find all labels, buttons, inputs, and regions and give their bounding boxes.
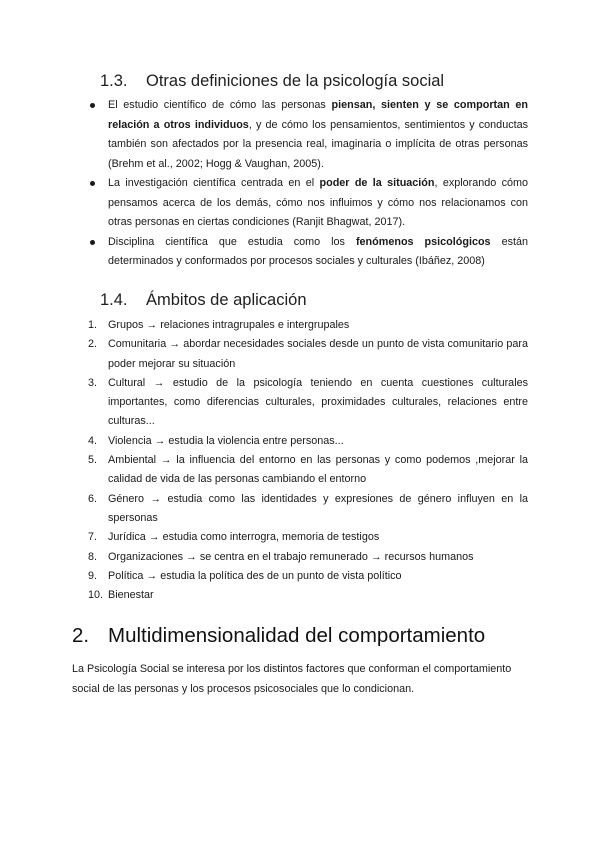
bullet-icon — [90, 103, 95, 108]
item-number: 8. — [88, 550, 98, 563]
list-item — [88, 316, 528, 335]
section-title: Ámbitos de aplicación — [146, 291, 307, 309]
item-text: Bienestar — [108, 589, 154, 602]
item-text: El estudio científico de cómo las personas — [108, 99, 332, 111]
list-item — [88, 567, 528, 586]
section-1-3-heading — [100, 72, 444, 91]
item-text: Organizaciones → se centra en el trabajo remunerado → recursos humanos — [108, 550, 474, 563]
item-text: , explorando cómo pensamos acerca de los demás, cómo nos influimos y cómo nos relacionamos con otras personas en ciertas condiciones (Ranjit Bhagwat, 2017). — [108, 177, 528, 228]
item-number: 9. — [88, 569, 98, 582]
item-text: Género → estudia como las identidades y expresiones de género influyen en la spersonas — [108, 492, 528, 524]
list-item — [88, 451, 528, 490]
item-text: Ambiental → la influencia del entorno en las personas y como podemos ,mejorar la calidad de vida de las personas cambiando el entorno — [108, 454, 528, 486]
item-text: Cultural → estudio de la psicología teniendo en cuenta cuestiones culturales importantes, como diferencias culturales, proximidades culturales, relaciones entre culturas... — [108, 376, 528, 428]
list-item — [88, 586, 528, 605]
item-text: Jurídica → estudia como interrogra, memoria de testigos — [108, 531, 380, 544]
section-title: Multidimensionalidad del comportamiento — [108, 624, 486, 647]
section-number: 1.3. — [100, 72, 128, 90]
list-item — [88, 432, 528, 451]
list-item — [88, 174, 528, 233]
definitions-list — [88, 96, 528, 272]
item-number: 3. — [88, 376, 98, 389]
section-number: 2. — [72, 624, 90, 647]
item-text: están determinados y conformados por procesos sociales y culturales (Ibáñez, 2008) — [108, 235, 528, 267]
item-bold-text: piensan, sienten y se comportan en relación a otros individuos — [108, 99, 529, 131]
item-number: 10. — [88, 589, 104, 602]
item-text: Violencia → estudia la violencia entre personas... — [108, 434, 344, 447]
section-number: 1.4. — [100, 291, 128, 309]
bullet-icon — [90, 181, 95, 186]
item-number: 2. — [88, 338, 98, 351]
list-item — [88, 490, 528, 529]
item-text: Disciplina científica que estudia como los — [108, 235, 356, 248]
bullet-icon — [90, 240, 95, 245]
item-text: Comunitaria → abordar necesidades sociales desde un punto de vista comunitario para poder mejorar su situación — [108, 338, 528, 370]
application-areas-list — [88, 316, 528, 605]
item-text: Política → estudia la política des de un punto de vista político — [108, 569, 402, 582]
item-bold-text: poder de la situación — [319, 177, 435, 189]
list-item — [88, 335, 528, 374]
item-text: La investigación científica centrada en el — [108, 177, 320, 189]
item-text: Grupos → relaciones intragrupales e intergrupales — [108, 319, 350, 331]
section-title: Otras definiciones de la psicología social — [146, 72, 445, 90]
section-2-paragraph: La Psicología Social se interesa por los distintos factores que conforman el comportamiento social de las personas y los procesos psicosociales que lo condicionan. — [72, 663, 512, 695]
item-number: 1. — [88, 319, 98, 331]
list-item — [88, 374, 528, 432]
item-number: 6. — [88, 492, 98, 505]
item-number: 4. — [88, 434, 98, 447]
list-item — [88, 96, 528, 174]
item-number: 7. — [88, 531, 98, 544]
item-text: , y de cómo los pensamientos, sentimientos y conductas también son afectados por la presencia real, imaginaria o implícita de otras personas (Brehm et al., 2002; Hogg & Vaughan, 2005). — [108, 118, 528, 170]
list-item — [88, 528, 528, 547]
item-number: 5. — [88, 454, 98, 467]
section-2-heading — [72, 624, 485, 648]
section-1-4-heading — [100, 291, 307, 310]
item-bold-text: fenómenos psicológicos — [355, 235, 491, 248]
list-item — [88, 233, 528, 272]
list-item — [88, 548, 528, 567]
